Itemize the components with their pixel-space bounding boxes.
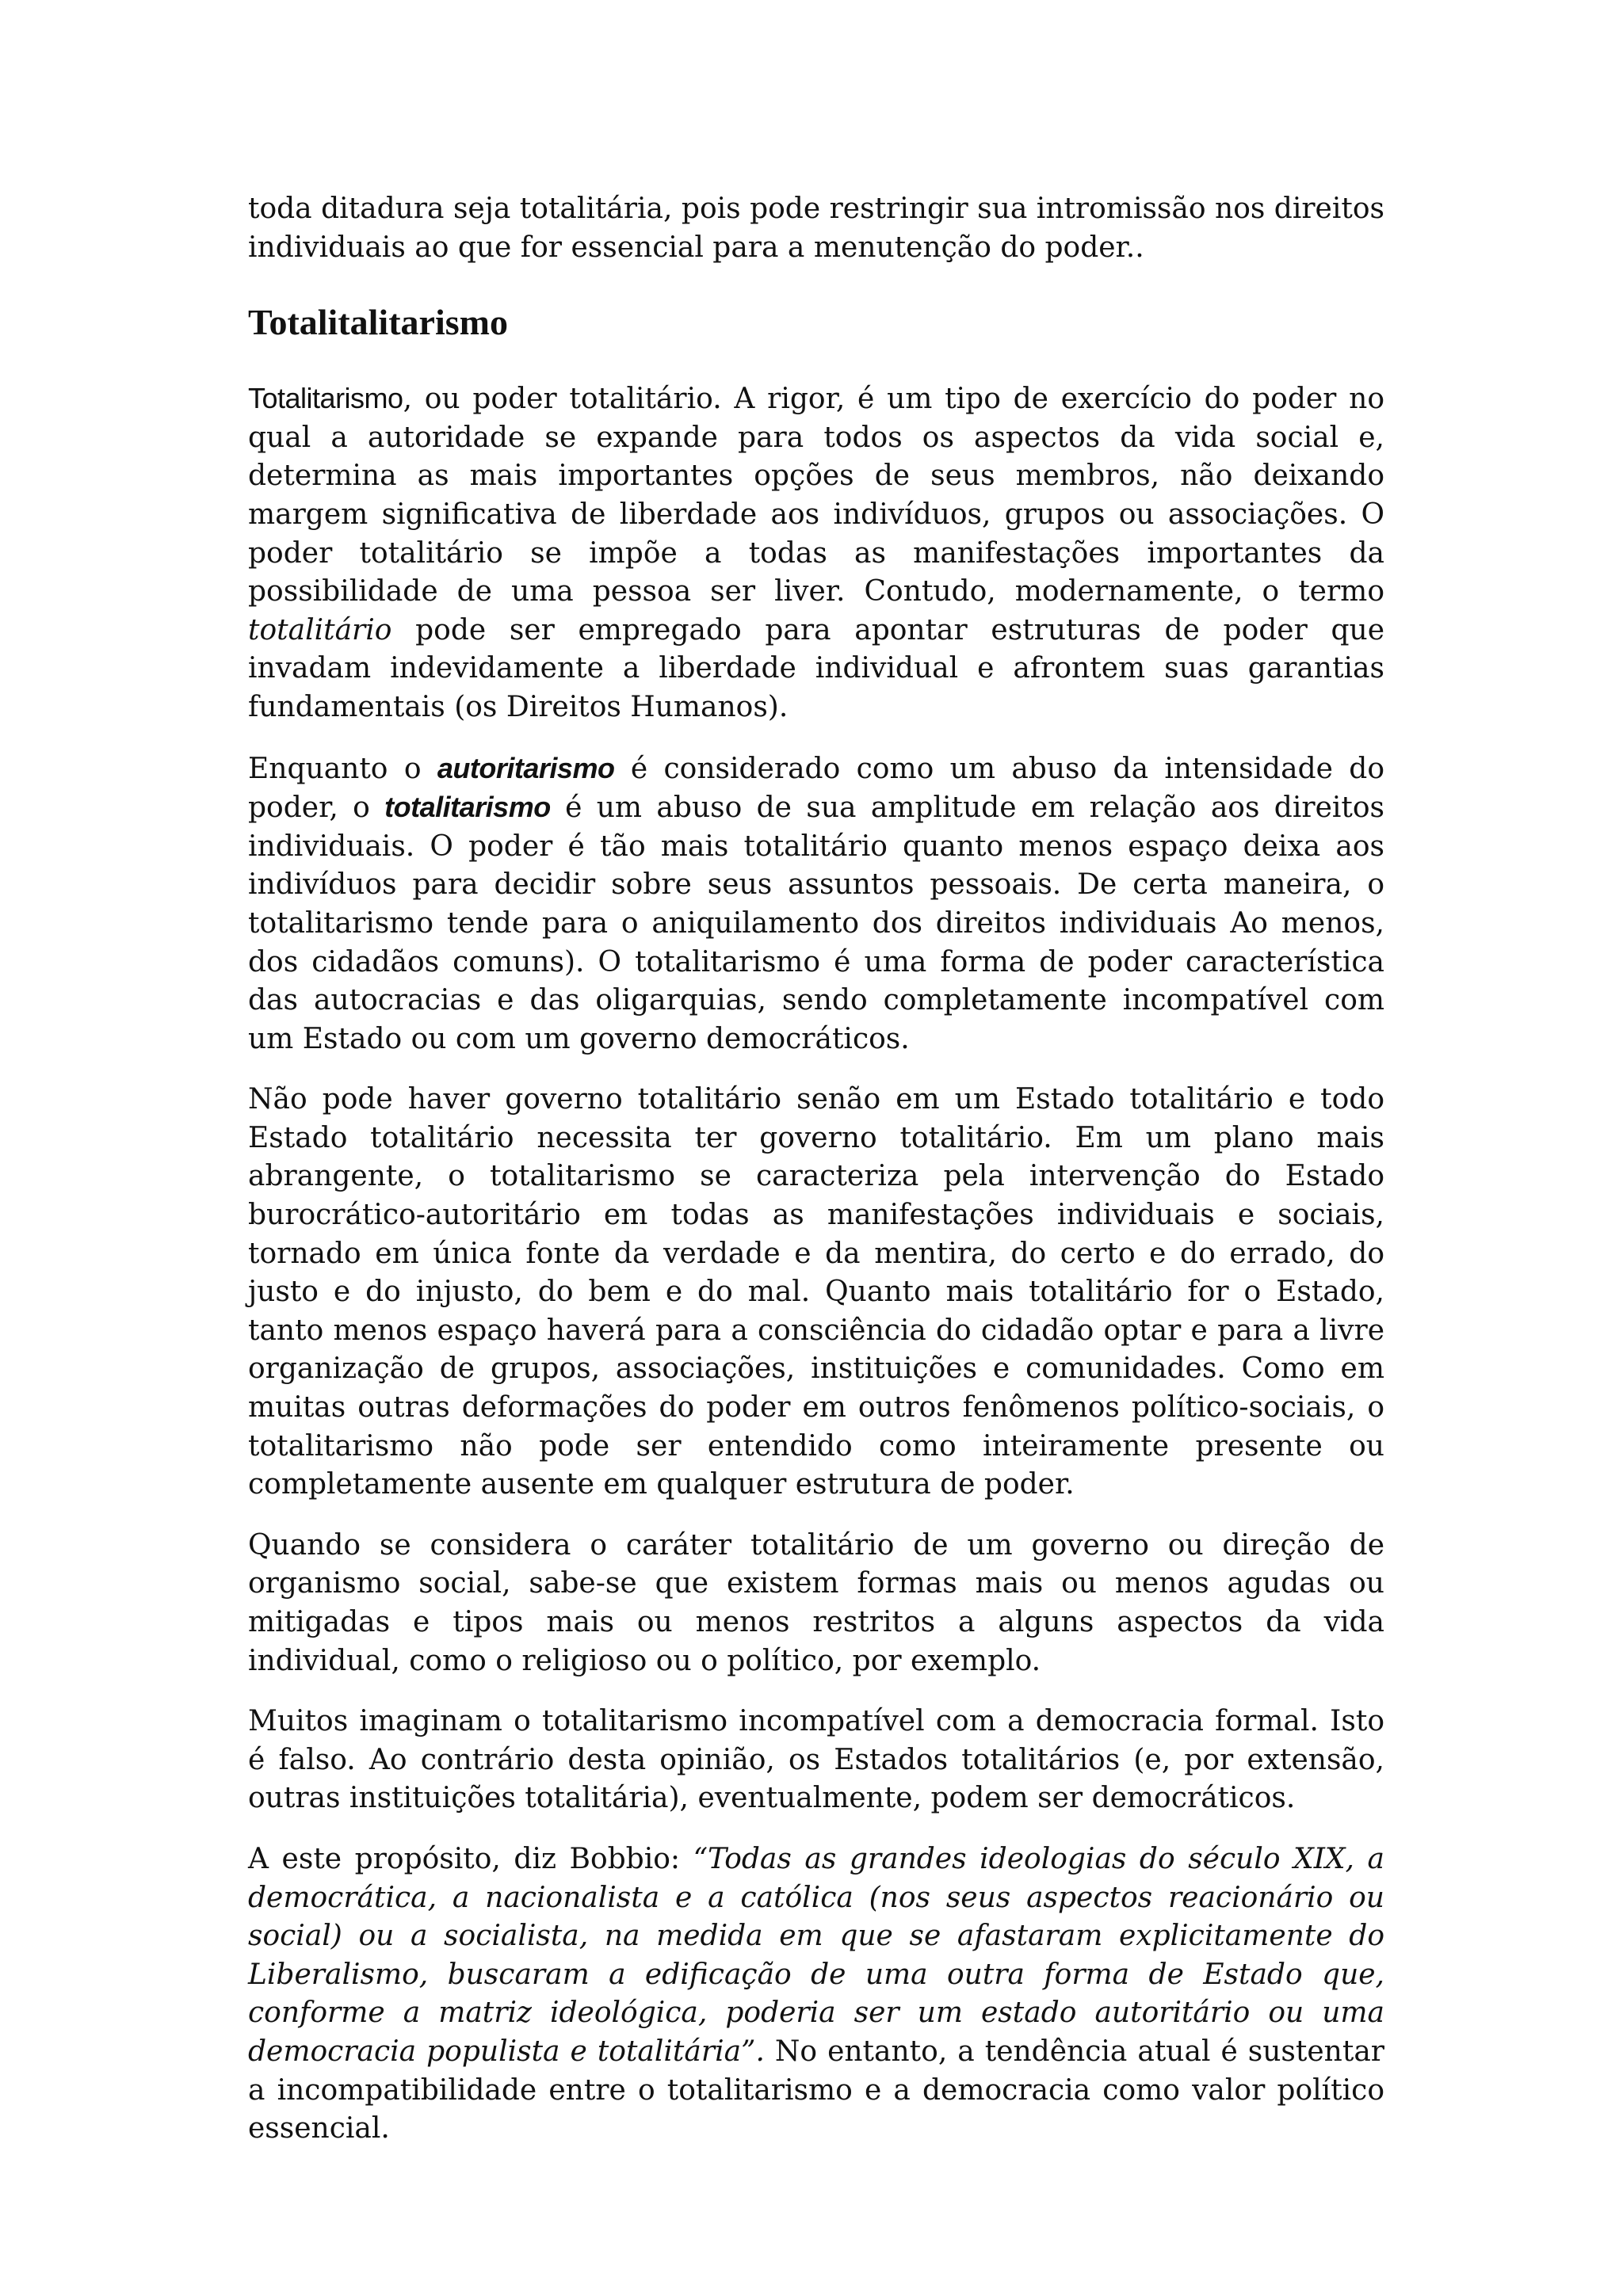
term-totalitarismo-emphasis: totalitarismo [384,791,551,824]
paragraph-democracy [248,1703,1384,1818]
paragraph-continuation-text: toda ditadura seja totalitária, pois pode restringir sua intromissão nos direitos individuais ao que for essencial para a menutenção do poder.. [248,193,1384,264]
paragraph-definition-text-a: , ou poder totalitário. A rigor, é um tipo de exercício do poder no qual a autoridade se expande para todos os aspectos da vida social e, determina as mais importantes opções de seus membros, não deixando margem significativa de liberdade aos indivíduos, grupos ou associações. O poder totalitário se impõe a todas as manifestações importantes da possibilidade de uma pessoa ser liver. Contudo, modernamente, o termo [248,383,1384,608]
document-page [248,190,1384,2171]
paragraph-comparison-text-a: Enquanto o [248,752,437,785]
term-totalitarismo: Totalitarismo [248,382,403,415]
paragraph-comparison-text-c: é um abuso de sua amplitude em relação aos direitos individuais. O poder é tão mais totalitário quanto menos espaço deixa aos indivíduos para decidir sobre seus assuntos pessoais. De certa maneira, o totalitarismo tende para o aniquilamento dos direitos individuais Ao menos, dos cidadãos comuns). O totalitarismo é uma forma de poder característica das autocracias e das oligarquias, sendo completamente incompatível com um Estado ou com um governo democráticos. [248,791,1385,1055]
paragraph-definition [248,379,1384,727]
bobbio-quote: “Todas as grandes ideologias do século XIX, a democrática, a nacionalista e a católica (nos seus aspectos reacionário ou social) ou a socialista, na medida em que se afastaram explicitamente do Liberalismo, buscaram a edificação de uma outra forma de Estado que, conforme a matriz ideológica, poderia ser um estado autoritário ou uma democracia populista e totalitária”. [248,1842,1384,2068]
term-autoritarismo: autoritarismo [437,751,615,784]
paragraph-state-text: Não pode haver governo totalitário senão em um Estado totalitário e todo Estado totalitário necessita ter governo totalitário. Em um plano mais abrangente, o totalitarismo se caracteriza pela intervenção do Estado burocrático-autoritário em todas as manifestações individuais e sociais, tornado em única fonte da verdade e da mentira, do certo e do errado, do justo e do injusto, do bem e do mal. Quanto mais totalitário for o Estado, tanto menos espaço haverá para a consciência do cidadão optar e para a livre organização de grupos, associações, instituições e comunidades. Como em muitas outras deformações do poder em outros fenômenos político-sociais, o totalitarismo não pode ser entendido como inteiramente presente ou completamente ausente em qualquer estrutura de poder. [248,1083,1384,1501]
paragraph-democracy-text: Muitos imaginam o totalitarismo incompatível com a democracia formal. Isto é falso. Ao contrário desta opinião, os Estados totalitários (e, por extensão, outras instituições totalitária), eventualmente, podem ser democráticos. [248,1705,1384,1815]
paragraph-bobbio-text-b: No entanto, a tendência atual é sustentar a incompatibilidade entre o totalitarismo e a democracia como valor político essencial. [248,2035,1384,2145]
italic-term-totalitario: totalitário [248,613,392,646]
paragraph-bobbio [248,1840,1384,2149]
section-heading: Totalitalitarismo [248,302,508,343]
paragraph-forms [248,1527,1384,1680]
paragraph-comparison [248,749,1384,1059]
paragraph-continuation [248,190,1384,267]
paragraph-state [248,1081,1384,1505]
paragraph-bobbio-text-a: A este propósito, diz Bobbio: [248,1842,693,1875]
paragraph-forms-text: Quando se considera o caráter totalitário de um governo ou direção de organismo social, sabe-se que existem formas mais ou menos agudas ou mitigadas e tipos mais ou menos restritos a alguns aspectos da vida individual, como o religioso ou o político, por exemplo. [248,1528,1384,1677]
paragraph-definition-text-b: pode ser empregado para apontar estruturas de poder que invadam indevidamente a liberdade individual e afrontem suas garantias fundamentais (os Direitos Humanos). [248,613,1384,723]
paragraph-comparison-text-b: é considerado como um abuso da intensidade do poder, o [248,752,1385,825]
